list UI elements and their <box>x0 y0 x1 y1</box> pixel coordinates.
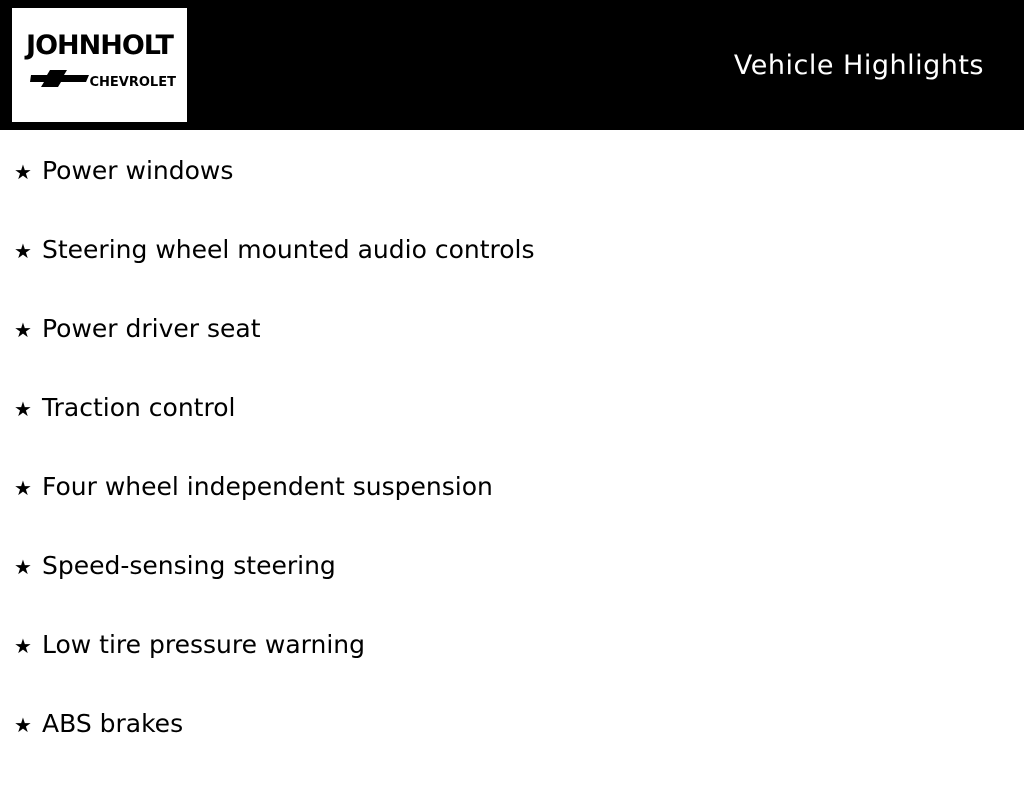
list-item-label: Steering wheel mounted audio controls <box>42 235 535 264</box>
list-item <box>0 711 1024 790</box>
page-title: Vehicle Highlights <box>733 50 984 81</box>
list-item-label: Four wheel independent suspension <box>42 472 493 501</box>
list-item-label: Power driver seat <box>42 314 261 343</box>
star-icon: ★ <box>14 476 32 500</box>
chevrolet-bowtie-icon <box>30 66 90 90</box>
list-item <box>0 632 1024 711</box>
star-icon: ★ <box>14 713 32 737</box>
list-item-label: Speed-sensing steering <box>42 551 336 580</box>
star-icon: ★ <box>14 555 32 579</box>
logo-subtext: CHEVROLET <box>89 75 176 90</box>
star-icon: ★ <box>14 397 32 421</box>
star-icon: ★ <box>14 160 32 184</box>
list-item-label: Traction control <box>42 393 236 422</box>
vehicle-highlights-list <box>0 130 1024 790</box>
header-bar <box>0 0 1024 130</box>
list-item-label: Low tire pressure warning <box>42 630 366 659</box>
star-icon: ★ <box>14 239 32 263</box>
dealer-logo[interactable] <box>12 8 187 122</box>
list-item <box>0 237 1024 316</box>
list-item <box>0 130 1024 237</box>
list-item <box>0 474 1024 553</box>
star-icon: ★ <box>14 634 32 658</box>
list-item-label: Power windows <box>42 156 234 185</box>
list-item <box>0 553 1024 632</box>
list-item-label: ABS brakes <box>42 709 184 738</box>
list-item <box>0 395 1024 474</box>
logo-artwork <box>16 22 184 108</box>
logo-wordmark: JOHNHOLT <box>26 30 173 61</box>
star-icon: ★ <box>14 318 32 342</box>
list-item <box>0 316 1024 395</box>
